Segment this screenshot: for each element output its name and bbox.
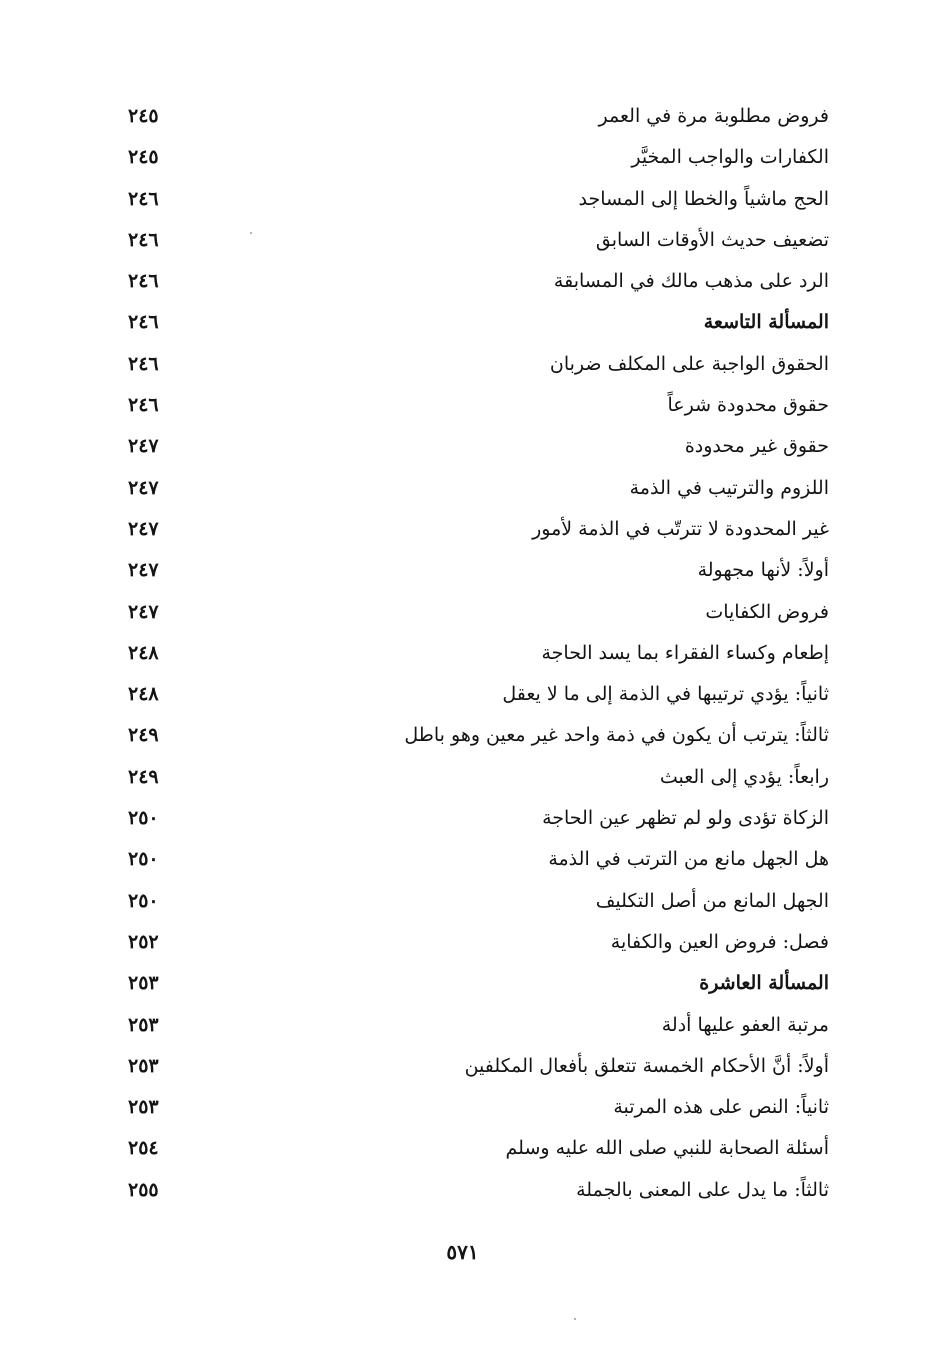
toc-entry-page-number: ٢٤٧ [128, 435, 159, 458]
toc-entry [0, 1170, 925, 1211]
toc-entry [0, 385, 925, 426]
toc-section-heading [0, 302, 925, 343]
toc-entry-page-number: ٢٤٦ [128, 394, 159, 417]
toc-entry-title: فصل: فروض العين والكفاية [610, 930, 829, 953]
toc-entry-title: اللزوم والترتيب في الذمة [629, 476, 829, 499]
toc-entry [0, 344, 925, 385]
toc-entry [0, 798, 925, 839]
toc-entry-title: أولاً: لأنها مجهولة [697, 559, 829, 582]
toc-entry-page-number: ٢٥٠ [128, 807, 159, 830]
toc-entry [0, 1046, 925, 1087]
toc-entry-title: هل الجهل مانع من الترتب في الذمة [548, 848, 829, 871]
toc-entry-title: فروض الكفايات [705, 600, 829, 623]
toc-entry [0, 715, 925, 756]
toc-entry-title: أسئلة الصحابة للنبي صلى الله عليه وسلم [505, 1137, 829, 1160]
toc-entry [0, 674, 925, 715]
toc-entry-title: ثانياً: النص على هذه المرتبة [613, 1096, 829, 1119]
toc-entry-page-number: ٢٥٤ [128, 1137, 159, 1160]
toc-entry-title: ثالثاً: يترتب أن يكون في ذمة واحد غير معين وهو باطل [404, 724, 829, 747]
toc-entry-page-number: ٢٤٧ [128, 517, 159, 540]
toc-entry-page-number: ٢٥٣ [128, 1013, 159, 1036]
toc-entry-page-number: ٢٥٥ [128, 1178, 159, 1201]
toc-entry-title: حقوق غير محدودة [684, 435, 829, 458]
toc-entry [0, 426, 925, 467]
toc-entry-page-number: ٢٤٨ [128, 641, 159, 664]
toc-entry-title: حقوق محدودة شرعاً [667, 394, 829, 417]
toc-entry-page-number: ٢٥٠ [128, 889, 159, 912]
toc-entry [0, 1128, 925, 1169]
toc-entry-page-number: ٢٥٣ [128, 972, 159, 995]
toc-entry [0, 839, 925, 880]
toc-entry-page-number: ٢٤٥ [128, 146, 159, 169]
scan-speck [250, 232, 252, 234]
toc-entry-page-number: ٢٤٦ [128, 270, 159, 293]
toc-entry-title: إطعام وكساء الفقراء بما يسد الحاجة [541, 641, 829, 664]
toc-entry-page-number: ٢٤٧ [128, 559, 159, 582]
page-number: ٥٧١ [446, 1240, 479, 1264]
toc-entry-page-number: ٢٥٣ [128, 1054, 159, 1077]
toc-entry-page-number: ٢٥٢ [128, 930, 159, 953]
toc-entry-page-number: ٢٤٧ [128, 600, 159, 623]
toc-entry [0, 1087, 925, 1128]
toc-entry-title: رابعاً: يؤدي إلى العبث [659, 765, 829, 788]
toc-entry [0, 137, 925, 178]
toc-entry-title: الحقوق الواجبة على المكلف ضربان [549, 352, 829, 375]
toc-entry [0, 468, 925, 509]
toc-entry [0, 1005, 925, 1046]
toc-entry-page-number: ٢٤٨ [128, 683, 159, 706]
toc-entry-title: الرد على مذهب مالك في المسابقة [553, 270, 829, 293]
toc-entry-page-number: ٢٤٥ [128, 105, 159, 127]
toc-entry-page-number: ٢٤٦ [128, 311, 159, 334]
toc-section-heading [0, 963, 925, 1004]
toc-entry-title: مرتبة العفو عليها أدلة [661, 1013, 829, 1036]
toc-entry-page-number: ٢٤٦ [128, 228, 159, 251]
toc-entry-title: ثالثاً: ما يدل على المعنى بالجملة [576, 1178, 829, 1201]
toc-entry-page-number: ٢٤٩ [128, 724, 159, 747]
scan-speck [574, 1318, 576, 1320]
toc-entry-page-number: ٢٤٦ [128, 187, 159, 210]
toc-entry-title: الزكاة تؤدى ولو لم تظهر عين الحاجة [542, 807, 829, 830]
toc-entry-title: الكفارات والواجب المخيَّر [631, 146, 829, 169]
toc-entry [0, 757, 925, 798]
toc-entry [0, 220, 925, 261]
toc-entry [0, 633, 925, 674]
toc-entry-page-number: ٢٥٠ [128, 848, 159, 871]
toc-entry [0, 179, 925, 220]
toc-entry [0, 550, 925, 591]
toc-entry-title: الحج ماشياً والخطا إلى المساجد [578, 187, 829, 210]
toc-entry-title: ثانياً: يؤدي ترتيبها في الذمة إلى ما لا يعقل [502, 683, 829, 706]
toc-entry-title: الجهل المانع من أصل التكليف [595, 889, 829, 912]
toc-entry-title: أولاً: أنَّ الأحكام الخمسة تتعلق بأفعال المكلفين [464, 1054, 829, 1077]
toc-entry [0, 261, 925, 302]
toc-entry-title: المسألة التاسعة [703, 311, 829, 334]
toc-entry-title: فروض مطلوبة مرة في العمر [598, 105, 829, 127]
table-of-contents [0, 96, 925, 1211]
toc-entry-title: تضعيف حديث الأوقات السابق [595, 228, 829, 251]
toc-entry-page-number: ٢٤٧ [128, 476, 159, 499]
toc-entry [0, 509, 925, 550]
toc-entry [0, 881, 925, 922]
toc-entry-page-number: ٢٤٦ [128, 352, 159, 375]
toc-entry-page-number: ٢٤٩ [128, 765, 159, 788]
toc-entry-title: المسألة العاشرة [699, 972, 829, 995]
toc-entry [0, 922, 925, 963]
toc-entry [0, 96, 925, 137]
toc-entry [0, 592, 925, 633]
toc-entry-page-number: ٢٥٣ [128, 1096, 159, 1119]
toc-entry-title: غير المحدودة لا تترتّب في الذمة لأمور [532, 517, 829, 540]
